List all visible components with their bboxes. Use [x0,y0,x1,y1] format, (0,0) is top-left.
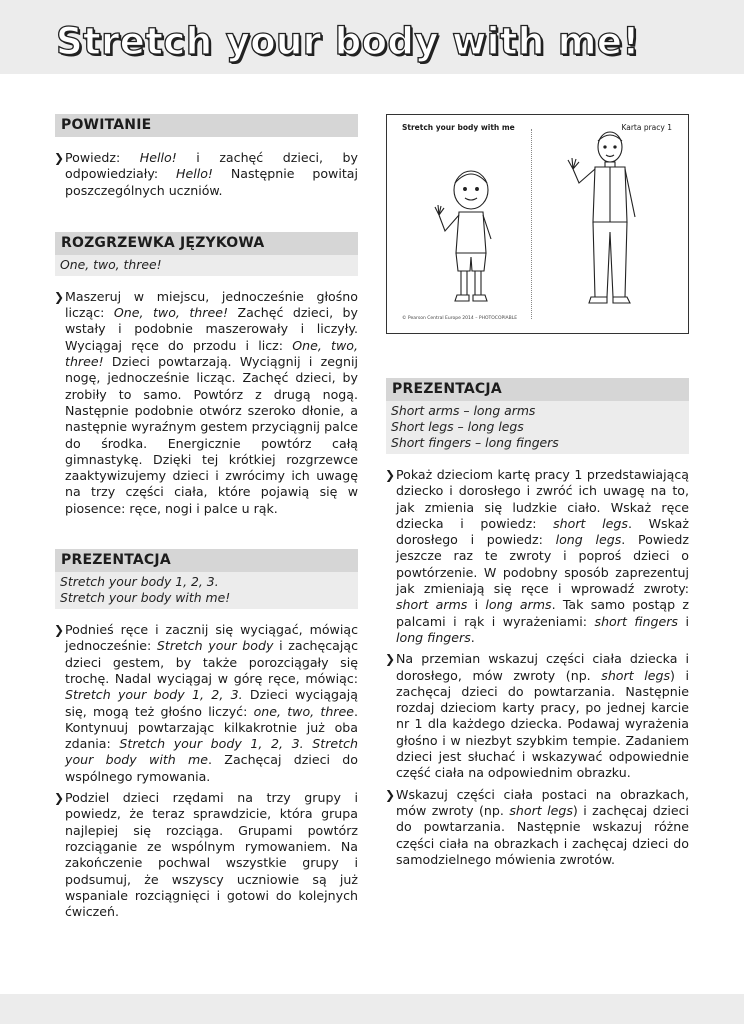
text-run: Maszeruj w miejscu, jednocześnie głośno licząc: [65,288,358,321]
phrase-line: Short legs – long legs [391,419,524,434]
worksheet-divider [531,129,532,319]
worksheet-thumbnail [386,114,689,334]
text-run: ) i zachęcaj dzieci do powtarzania. Następnie wskazuj różne części ciała na obrazkach i zachęcaj dzieci do samodzielnego mówienia zwrotów. [396,802,689,867]
text-run: Podnieś ręce i zacznij się wyciągać, mówiąc jednocześnie: [65,622,358,654]
bullet-text [65,622,358,784]
italic-phrase: Hello! [176,166,213,182]
bullet-text [396,787,689,867]
presentation-right-bullet-2 [386,651,689,781]
presentation-left-bullet-1 [55,622,358,785]
section-heading-presentation-left: PREZENTACJA [55,549,358,572]
left-column [55,114,358,920]
text-run: i [677,613,689,629]
worksheet-copyright: © Pearson Central Europe 2014 – PHOTOCOPIABLE [402,316,518,321]
presentation-right-bullet-3 [386,787,689,868]
child-illustration [431,165,511,315]
adult-illustration [555,127,665,317]
text-run: . Kontynuuj powtarzając kilkakrotnie już oba zdania: [65,703,358,752]
warmup-bullet [55,289,358,517]
text-run: Dzieci wyciągają się, mogą też głośno liczyć: [65,687,358,719]
bullet-chevron-icon: ❯ [54,623,65,638]
text-run: Pokaż dzieciom kartę pracy 1 przedstawiającą dziecko i dorosłego i zwróć ich uwagę na to, jak zmienia się ludzkie ciało. Wskaż ręce dziecka i powiedz: [396,467,689,531]
warmup-phrase [55,255,358,276]
section-heading-presentation-right: PREZENTACJA [386,378,689,401]
warmup-phrase-line: One, two, three! [60,256,162,272]
text-run: ) i zachęcaj dzieci do powtarzania. Następnie rozdaj dzieciom karty pracy, po jednej karcie nr 1 dla każdego dziecka. Podawaj wyrażenia głośno i w niezbyt szybkim tempie. Zadaniem dzieci jest słuchać i wskazywać odpowiednie część ciała na odpowiednim obrazku. [396,667,690,781]
italic-phrase: long arms [485,597,552,613]
page-title: Stretch your body with me! [56,20,640,63]
italic-phrase: Stretch your body [156,638,274,654]
italic-phrase: Stretch your body 1, 2, 3. [65,687,243,703]
italic-phrase: Stretch your body 1, 2, 3. Stretch your body with me [65,736,358,768]
worksheet-label: Karta pracy 1 [621,123,672,132]
text-run: Podziel dzieci rzędami na trzy grupy i powiedz, że teraz sprawdzicie, która grupa najlepiej się rozciąga. Grupami powtórz rozciąganie ze wspólnym rymowaniem. Na zakończenie pochwal wszystkie grupy i podsumuj, że wszyscy uczniowie są już wspaniale rozciągnięci i gotowi do kolejnych ćwiczeń. [65,790,358,920]
text-run: Powiedz: [65,150,140,165]
phrase-line: Stretch your body 1, 2, 3. [60,574,219,590]
italic-phrase: One, two, three! [113,305,229,321]
text-run: . Powiedz jeszcze raz te zwroty i poproś dzieci o powtórzenie. W podobny sposób zaprezentuj jak zmieniają się ręce i wprowadź zwroty: [396,532,689,597]
presentation-left-bullet-2 [55,790,358,920]
footer-band [0,994,744,1024]
phrase-line: Short arms – long arms [391,403,536,418]
italic-phrase: long legs [555,532,622,548]
italic-phrase: short arms [396,597,468,613]
bullet-chevron-icon: ❯ [54,791,65,806]
section-heading-warmup: ROZGRZEWKA JĘZYKOWA [55,232,358,255]
italic-phrase: One, two, three! [65,337,358,370]
italic-phrase: short fingers [594,613,678,629]
right-column [386,114,689,868]
bullet-text [396,467,689,645]
bullet-chevron-icon: ❯ [385,787,396,802]
phrase-line: Short fingers – long fingers [391,435,559,450]
text-run: i zachęcając dzieci gestem, by także porozciągały się trochę. Nadal wyciągaj w górę ręce, mówiąc: [65,638,359,686]
worksheet-title: Stretch your body with me [402,123,515,132]
text-run: i zachęć dzieci, by odpowiedziały: [65,150,358,182]
italic-phrase: short legs [601,667,671,683]
presentation-right-bullet-1 [386,467,689,646]
warmup-bullet-text [65,289,358,516]
bullet-chevron-icon: ❯ [54,289,65,304]
text-run: . Wskaż dorosłego i powiedz: [396,515,690,548]
italic-phrase: Hello! [139,150,177,165]
bullet-chevron-icon: ❯ [385,468,396,482]
bullet-chevron-icon: ❯ [385,652,396,667]
greeting-paragraph [55,150,358,199]
phrase-line: Stretch your body with me! [60,590,231,606]
text-run: . Tak samo postąp z palcami i rąk i wyrażeniami: [396,597,689,629]
text-run: . [470,629,475,645]
italic-phrase: one, two, three [253,703,354,719]
section-heading-greeting: POWITANIE [55,114,358,137]
presentation-left-phrases [55,572,358,609]
italic-phrase: long fingers [396,629,471,645]
italic-phrase: short legs [553,515,628,531]
presentation-right-phrases [386,401,689,454]
bullet-text [396,651,689,780]
text-run: Dzieci powtarzają. Wyciągnij i zegnij nogę, jednocześnie licząc. Zachęć dzieci, by zrobiły to samo. Powtórz z drugą nogą. Następnie podobnie otwórz szeroko dłonie, a następnie wyraźnym gestem przyciągnij palce do środka. Energicznie powtórz całą gimnastykę. Dzięki tej krótkiej rozgrzewce zaaktywizujemy dzieci i zwrócimy ich uwagę na trzy części ciała, które pojawią się w piosence: ręce, nogi i palce u rąk. [65,354,358,516]
text-run: Następnie powitaj poszczególnych uczniów. [65,166,358,198]
text-run: . Zachęcaj dzieci do wspólnego rymowania. [65,752,358,784]
bullet-chevron-icon: ❯ [54,151,65,165]
text-run: Zachęć dzieci, by wstały i podobnie maszerowały i liczyły. Wyciągaj ręce do przodu i licz: [65,305,359,353]
text-run: i [467,597,486,613]
greeting-text [65,150,358,198]
bullet-text [65,790,358,919]
italic-phrase: short legs [509,802,573,818]
text-run: Na przemian wskazuj części ciała dziecka i dorosłego, mów zwroty (np. [396,651,689,683]
text-run: Wskazuj części ciała postaci na obrazkach, mów zwroty (np. [396,786,689,818]
